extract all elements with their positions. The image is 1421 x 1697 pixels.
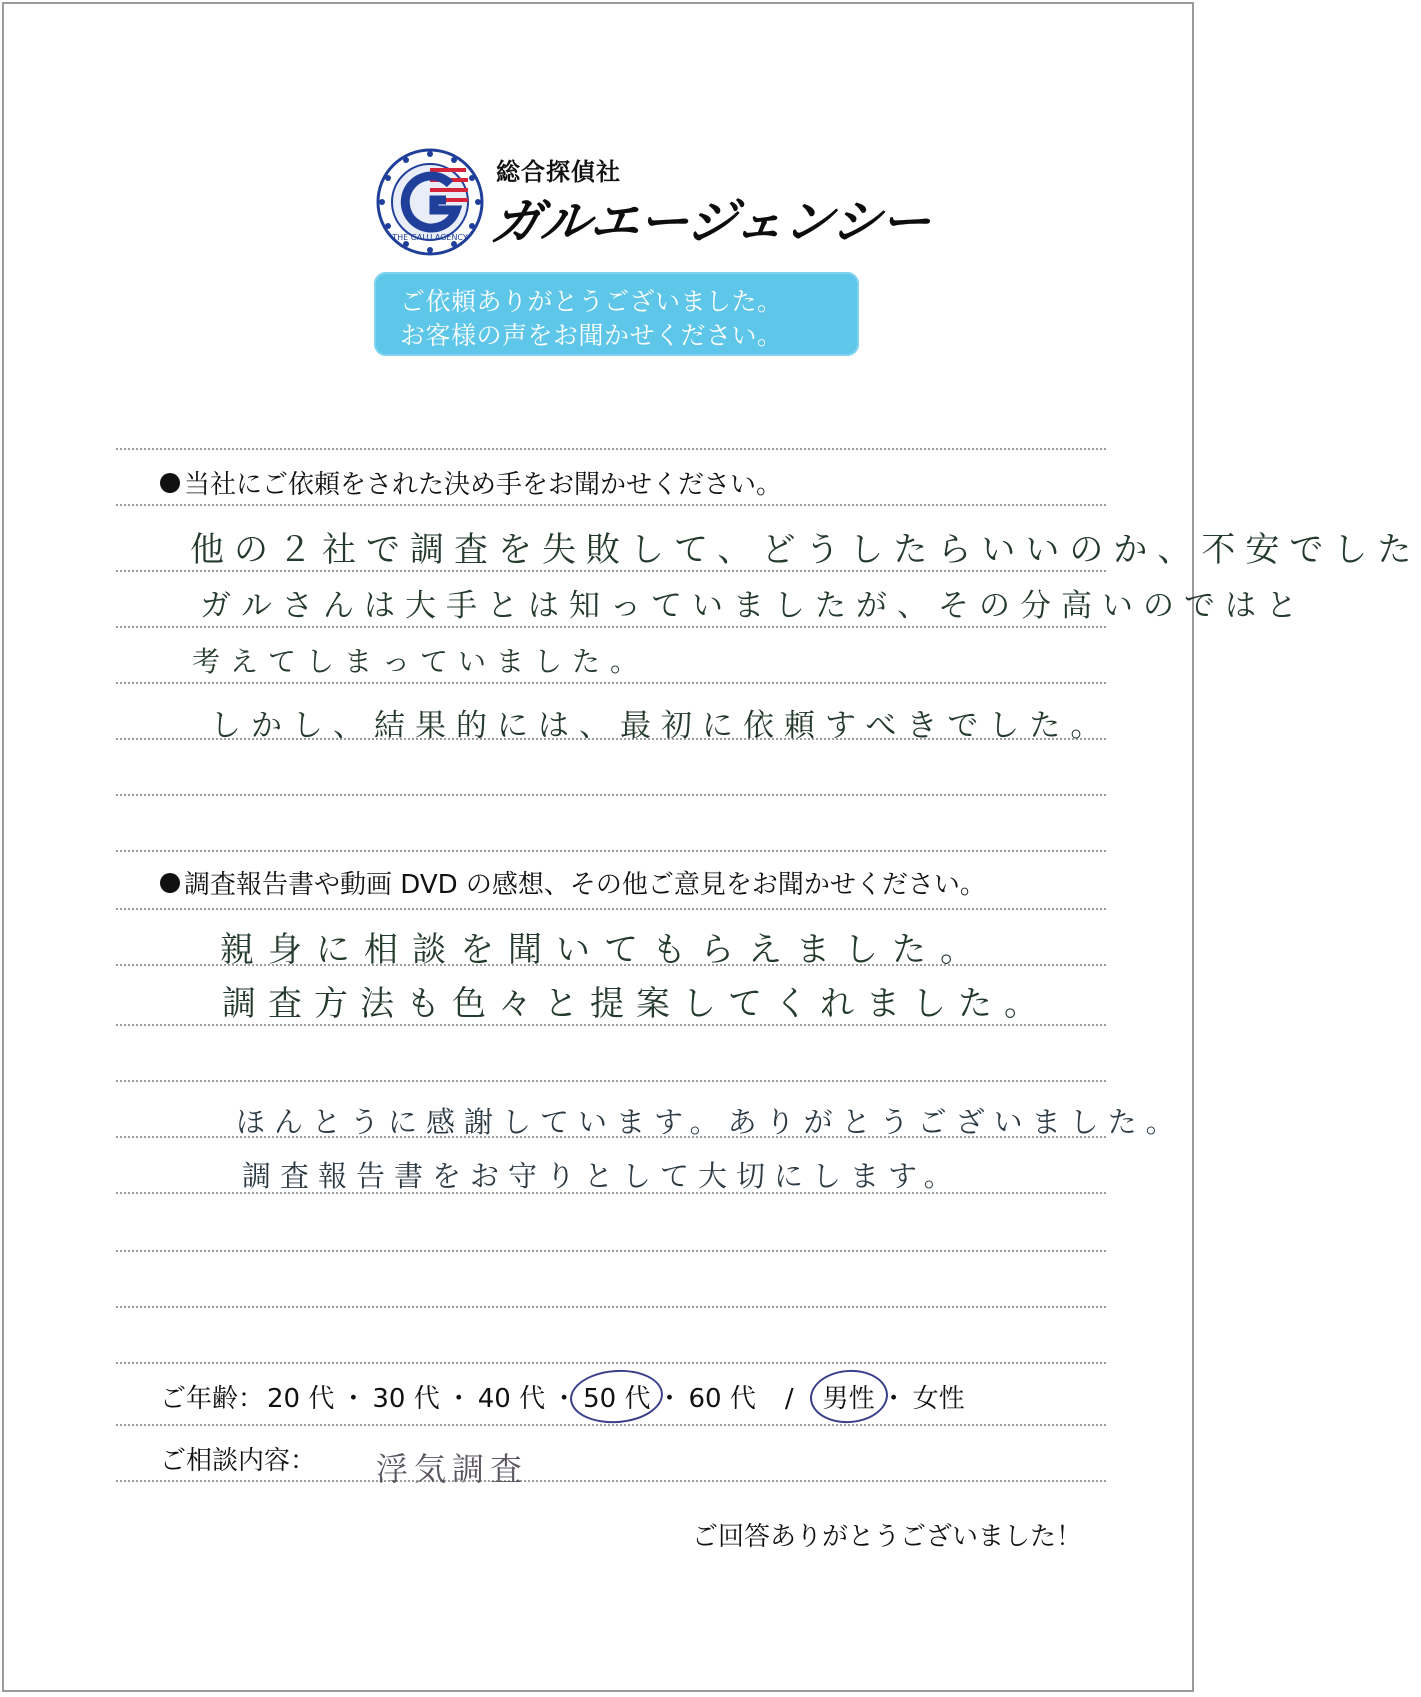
question-1 <box>160 464 782 501</box>
dotted-rule <box>116 1080 1106 1082</box>
consult-value: 浮気調査 <box>376 1450 529 1488</box>
age-label: ご年齢： <box>160 1384 265 1414</box>
question-2-label: 調査報告書や動画 DVD の感想、その他ご意見をお聞かせください。 <box>184 870 986 900</box>
dotted-rule <box>116 1424 1106 1426</box>
question-2 <box>160 864 986 901</box>
dotted-rule <box>116 794 1106 796</box>
closing-thanks: ご回答ありがとうございました！ <box>691 1522 1082 1552</box>
bullet-icon <box>160 473 180 493</box>
dotted-rule <box>116 1250 1106 1252</box>
dotted-rule <box>116 1480 1106 1482</box>
brand-subtitle: 総合探偵社 <box>496 158 621 186</box>
gender-option-male-selected[interactable]: 男性 <box>820 1378 878 1415</box>
dotted-rule <box>116 448 1106 450</box>
slash-divider: / <box>784 1384 794 1414</box>
q1-answer-line: ガルさんは大手とは知っていましたが、その分高いのではと <box>200 588 1307 624</box>
agency-emblem-logo <box>376 148 484 256</box>
age-option-40[interactable]: 40 代 <box>477 1384 546 1414</box>
q2-answer-line: 調査方法も色々と提案してくれました。 <box>222 984 1050 1024</box>
age-gender-row: ご年齢： 20 代 ・ 30 代 ・ 40 代 ・ 50 代 ・ 60 代 / 男性 ・ 女性 <box>160 1378 968 1415</box>
q1-answer-line: しかし、結果的には、最初に依頼すべきでした。 <box>210 708 1112 744</box>
dotted-rule <box>116 1306 1106 1308</box>
banner-line-1: ご依頼ありがとうございました。 <box>400 287 783 316</box>
dotted-rule <box>116 626 1106 628</box>
dotted-rule <box>116 682 1106 684</box>
banner-line-2: お客様の声をお聞かせください。 <box>400 321 783 350</box>
age-option-20[interactable]: 20 代 <box>267 1384 335 1414</box>
q1-answer-line: 他の２社で調査を失敗して、どうしたらいいのか、不安でした <box>190 530 1421 570</box>
survey-sheet <box>2 2 1421 1692</box>
age-option-30[interactable]: 30 代 <box>372 1384 440 1414</box>
dotted-rule <box>116 850 1106 852</box>
dotted-rule <box>116 504 1106 506</box>
bullet-icon <box>160 873 180 893</box>
age-option-50-selected[interactable]: 50 代 <box>580 1378 653 1415</box>
q2-answer-line: 調査報告書をお守りとして大切にします。 <box>242 1159 962 1193</box>
brand-name: ガルエージェンシー <box>488 193 933 251</box>
q1-answer-line: 考えてしまっていました。 <box>192 645 649 678</box>
emblem-caption: THE GALU AGENCY <box>392 233 468 242</box>
thanks-banner <box>374 272 859 356</box>
question-1-label: 当社にご依頼をされた決め手をお聞かせください。 <box>184 470 783 500</box>
age-option-60[interactable]: 60 代 <box>688 1384 756 1414</box>
q2-answer-line: 親身に相談を聞いてもらえました。 <box>220 930 988 970</box>
dotted-rule <box>116 908 1106 910</box>
consult-label: ご相談内容： <box>160 1446 317 1476</box>
gender-option-female[interactable]: 女性 <box>912 1384 965 1414</box>
q2-answer-line: ほんとうに感謝しています。ありがとうございました。 <box>236 1105 1184 1139</box>
dotted-rule <box>116 1362 1106 1364</box>
